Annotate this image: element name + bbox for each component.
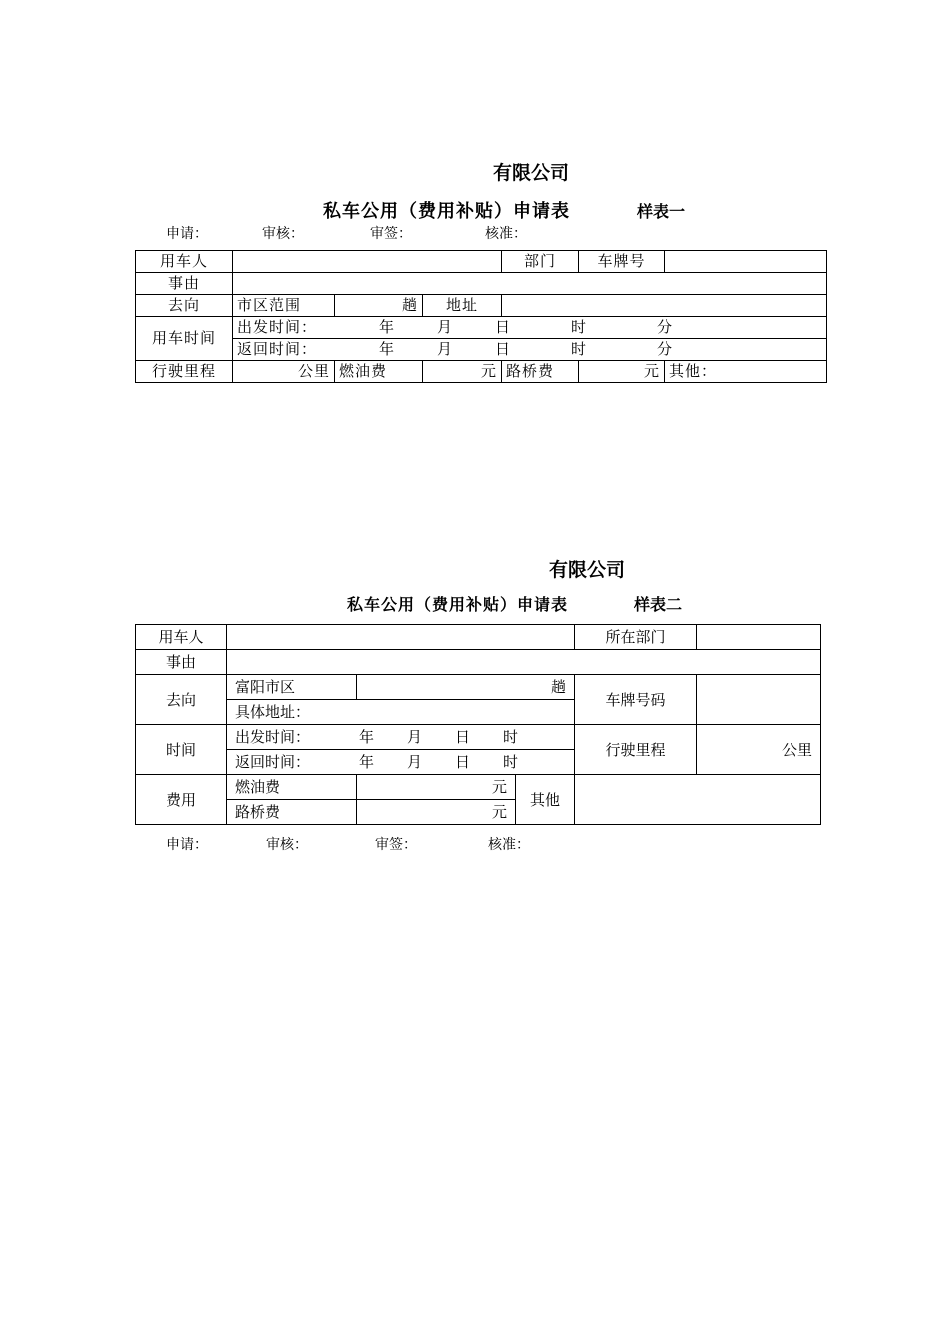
return-time-field[interactable] [233, 339, 827, 361]
km-unit: 公里 [782, 740, 813, 759]
yuan-unit: 元 [491, 803, 507, 821]
mileage-input[interactable] [697, 725, 821, 775]
form1-review-label: 审核： [262, 226, 304, 242]
dept-input[interactable] [697, 625, 821, 650]
mileage-input[interactable] [233, 361, 335, 383]
reason-label: 事由 [136, 273, 233, 295]
form2-sample-label: 样表二 [634, 595, 683, 614]
form2-apply-label: 申请： [166, 837, 208, 853]
form1-approve-label: 核准： [485, 226, 527, 242]
depart-time-label: 出发时间： [235, 728, 311, 746]
year-unit: 年 [379, 318, 396, 336]
other-input[interactable] [575, 775, 821, 825]
km-unit: 公里 [297, 362, 330, 380]
other-label: 其他： [669, 362, 718, 380]
table-row [136, 625, 821, 650]
dept-label: 部门 [502, 251, 579, 273]
table-row [136, 725, 821, 750]
year-unit: 年 [359, 728, 375, 746]
trips-cell[interactable] [357, 675, 575, 700]
time-label: 时间 [136, 725, 227, 775]
toll-input[interactable] [357, 800, 516, 825]
plate-input[interactable] [665, 251, 827, 273]
dest-label: 去向 [136, 295, 233, 317]
user-label: 用车人 [136, 251, 233, 273]
return-time-field[interactable] [227, 750, 575, 775]
form2-signoff-label: 审签： [375, 837, 417, 853]
form2-company-name: 有限公司 [549, 559, 626, 581]
form1-apply-label: 申请： [166, 226, 208, 242]
table-row [136, 675, 821, 700]
table-row [136, 775, 821, 800]
time-label: 用车时间 [136, 317, 233, 361]
hour-unit: 时 [503, 753, 519, 771]
form2-title: 私车公用（费用补贴）申请表 [347, 595, 569, 614]
form1-sample-label: 样表一 [637, 202, 686, 221]
fuel-label: 燃油费 [227, 775, 357, 800]
day-unit: 日 [495, 318, 512, 336]
table-row [136, 361, 827, 383]
form1-signoff-label: 审签： [370, 226, 412, 242]
reason-input[interactable] [233, 273, 827, 295]
depart-time-label: 出发时间： [237, 318, 318, 336]
minute-unit: 分 [657, 318, 674, 336]
reason-input[interactable] [227, 650, 821, 675]
plate-label: 车牌号 [579, 251, 665, 273]
form2-review-label: 审核： [266, 837, 308, 853]
trips-unit: 趟 [551, 678, 567, 696]
fuel-label: 燃油费 [335, 361, 423, 383]
form1-title: 私车公用（费用补贴）申请表 [323, 201, 570, 222]
hour-unit: 时 [571, 318, 588, 336]
year-unit: 年 [359, 753, 375, 771]
month-unit: 月 [407, 753, 423, 771]
table-row [136, 251, 827, 273]
yuan-unit: 元 [643, 362, 660, 380]
table-row [136, 295, 827, 317]
day-unit: 日 [455, 753, 471, 771]
minute-unit: 分 [657, 340, 674, 358]
day-unit: 日 [455, 728, 471, 746]
form2-approve-label: 核准： [488, 837, 530, 853]
mileage-label: 行驶里程 [136, 361, 233, 383]
year-unit: 年 [379, 340, 396, 358]
toll-input[interactable] [579, 361, 665, 383]
address-label: 地址 [423, 295, 502, 317]
trips-cell[interactable] [335, 295, 423, 317]
mileage-label: 行驶里程 [575, 725, 697, 775]
form1-table [135, 250, 827, 383]
other-field[interactable] [665, 361, 827, 383]
other-label: 其他 [516, 775, 575, 825]
month-unit: 月 [437, 340, 454, 358]
table-row [136, 273, 827, 295]
month-unit: 月 [437, 318, 454, 336]
toll-label: 路桥费 [502, 361, 579, 383]
user-label: 用车人 [136, 625, 227, 650]
yuan-unit: 元 [480, 362, 497, 380]
fuel-input[interactable] [423, 361, 502, 383]
form1-company-name: 有限公司 [493, 162, 570, 184]
table-row [136, 339, 827, 361]
depart-time-field[interactable] [233, 317, 827, 339]
area-label: 富阳市区 [227, 675, 357, 700]
return-time-label: 返回时间： [235, 753, 311, 771]
address-input[interactable] [502, 295, 827, 317]
address-field[interactable] [227, 700, 575, 725]
table-row [136, 650, 821, 675]
hour-unit: 时 [503, 728, 519, 746]
address-label: 具体地址： [235, 703, 311, 721]
trips-unit: 趟 [401, 296, 418, 314]
reason-label: 事由 [136, 650, 227, 675]
form2-table [135, 624, 821, 825]
hour-unit: 时 [571, 340, 588, 358]
depart-time-field[interactable] [227, 725, 575, 750]
cost-label: 费用 [136, 775, 227, 825]
plate-label: 车牌号码 [575, 675, 697, 725]
user-input[interactable] [227, 625, 575, 650]
toll-label: 路桥费 [227, 800, 357, 825]
fuel-input[interactable] [357, 775, 516, 800]
dept-label: 所在部门 [575, 625, 697, 650]
yuan-unit: 元 [491, 778, 507, 796]
plate-input[interactable] [697, 675, 821, 725]
dest-label: 去向 [136, 675, 227, 725]
scope-label: 市区范围 [233, 295, 335, 317]
month-unit: 月 [407, 728, 423, 746]
table-row [136, 317, 827, 339]
user-input[interactable] [233, 251, 502, 273]
return-time-label: 返回时间： [237, 340, 318, 358]
day-unit: 日 [495, 340, 512, 358]
